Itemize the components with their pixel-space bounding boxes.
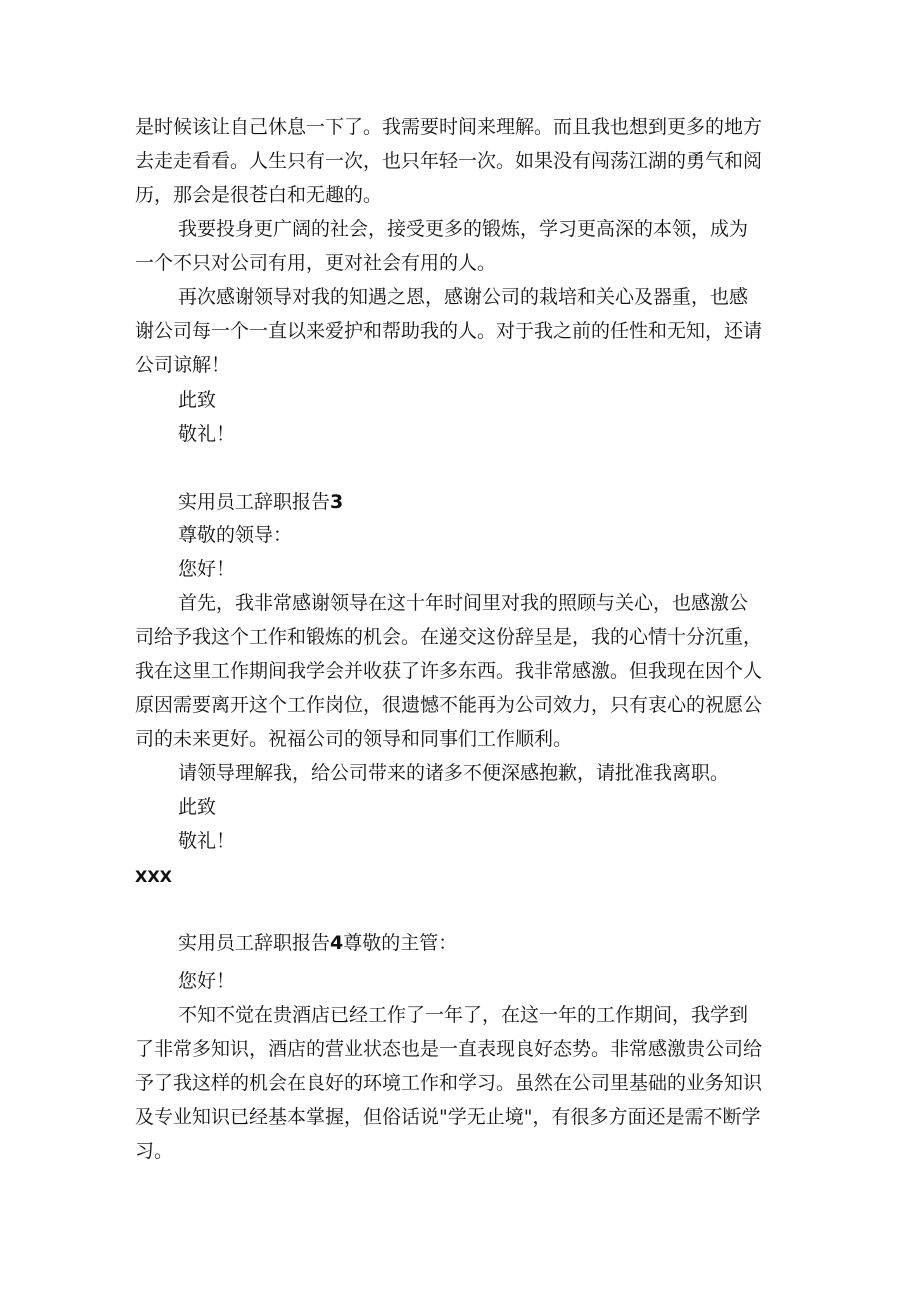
- text-line: 习。: [135, 1140, 174, 1162]
- text-line: 予了我这样的机会在良好的环境工作和学习。虽然在公司里基础的业务知识: [135, 1072, 763, 1094]
- section-title-text: 实用员工辞职报告: [178, 932, 331, 954]
- text-line: 谢公司每一个一直以来爱护和帮助我的人。对于我之前的任性和无知，还请: [135, 320, 763, 342]
- section-title-text: 实用员工辞职报告: [178, 491, 331, 513]
- text-line: 我要投身更广阔的社会，接受更多的锻炼，学习更高深的本领，成为: [178, 218, 749, 240]
- section-title: [178, 932, 457, 954]
- text-line: 我在这里工作期间我学会并收获了许多东西。我非常感激。但我现在因个人: [135, 660, 763, 682]
- text-line: 请领导理解我，给公司带来的诸多不便深感抱歉，请批准我离职。: [178, 762, 730, 784]
- section-title: [178, 491, 343, 513]
- text-line: 了非常多知识，酒店的营业状态也是一直表现良好态势。非常感激贵公司给: [135, 1038, 763, 1060]
- text-line: 是时候该让自己休息一下了。我需要时间来理解。而且我也想到更多的地方: [135, 116, 763, 138]
- text-line: 去走走看看。人生只有一次，也只年轻一次。如果没有闯荡江湖的勇气和阅: [135, 150, 763, 172]
- closing-line: 此致: [178, 796, 217, 818]
- text-line: 原因需要离开这个工作岗位，很遗憾不能再为公司效力，只有衷心的祝愿公: [135, 694, 763, 716]
- closing-line: 此致: [178, 389, 217, 411]
- text-line: 及专业知识已经基本掌握，但俗话说"学无止境"，有很多方面还是需不断学: [135, 1106, 761, 1128]
- section-title-number: 4: [330, 932, 344, 954]
- greeting: 您好！: [178, 558, 236, 580]
- closing-line: 敬礼！: [178, 423, 236, 445]
- text-line: 再次感谢领导对我的知遇之恩，感谢公司的栽培和关心及器重，也感: [178, 286, 749, 308]
- salutation: 尊敬的领导：: [178, 524, 293, 546]
- text-line: 首先，我非常感谢领导在这十年时间里对我的照顾与关心，也感激公: [178, 592, 749, 614]
- text-line: 历，那会是很苍白和无趣的。: [135, 184, 383, 206]
- signature: XXX: [135, 867, 173, 886]
- text-line: 司的未来更好。祝福公司的领导和同事们工作顺利。: [135, 728, 573, 750]
- text-line: 公司谅解！: [135, 354, 231, 376]
- section-title-number: 3: [330, 491, 344, 513]
- closing-line: 敬礼！: [178, 830, 236, 852]
- text-line: 不知不觉在贵酒店已经工作了一年了，在这一年的工作期间，我学到: [178, 1004, 749, 1026]
- greeting: 您好！: [178, 970, 236, 992]
- salutation: 尊敬的主管：: [343, 932, 458, 954]
- text-line: 一个不只对公司有用，更对社会有用的人。: [135, 252, 497, 274]
- text-line: 司给予我这个工作和锻炼的机会。在递交这份辞呈是，我的心情十分沉重，: [135, 626, 763, 648]
